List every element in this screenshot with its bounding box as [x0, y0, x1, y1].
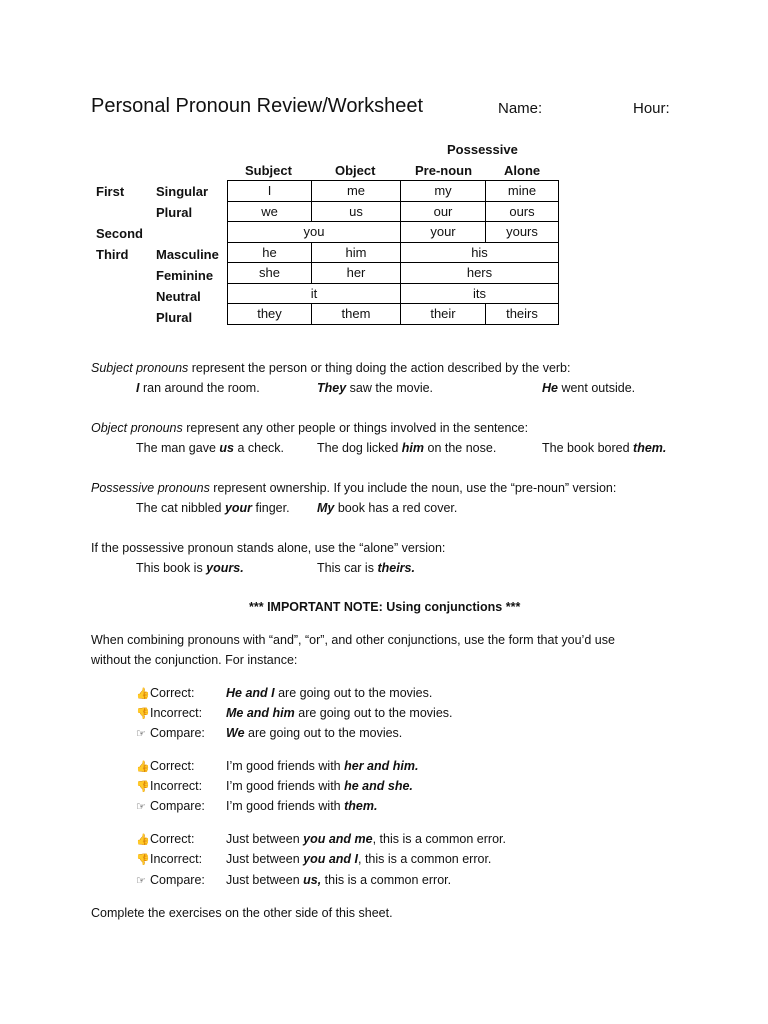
- correct-label: [136, 759, 194, 773]
- conjunction-text-line-2: without the conjunction. For instance:: [91, 653, 298, 667]
- possessive-header: Possessive: [447, 142, 518, 157]
- table-cell: my: [401, 181, 486, 202]
- example-text: are going out to the movies.: [274, 686, 433, 700]
- possessive-definition-text: represent ownership. If you include the noun, use the “pre-noun” version:: [209, 481, 617, 495]
- thumbs-up-icon: 👍: [136, 688, 150, 700]
- group3-correct: [226, 832, 506, 846]
- object-example-3: [542, 441, 666, 455]
- object-definition-text: represent any other people or things involved in the sentence:: [182, 421, 529, 435]
- subject-example-2: [317, 381, 433, 395]
- example-text: Just between: [226, 832, 304, 846]
- example-pronoun: him: [401, 441, 425, 455]
- incorrect-label: [136, 779, 202, 793]
- example-text: book has a red cover.: [334, 501, 458, 515]
- header-pre-noun: Pre-noun: [415, 163, 473, 178]
- example-pronoun: Me and him: [226, 706, 295, 720]
- table-cell: him: [312, 242, 401, 263]
- example-text: This car is: [317, 561, 378, 575]
- table-cell: we: [228, 201, 312, 222]
- label-third-plural: Plural: [156, 310, 193, 325]
- label-second: Second: [96, 226, 143, 241]
- example-text: The book bored: [542, 441, 634, 455]
- incorrect-label: [136, 706, 202, 720]
- example-text: on the nose.: [424, 441, 497, 455]
- example-pronoun: My: [317, 501, 335, 515]
- alone-example-1: [136, 561, 244, 575]
- table-cell: their: [401, 304, 486, 325]
- table-cell: me: [312, 181, 401, 202]
- example-text: The cat nibbled: [136, 501, 225, 515]
- example-pronoun: I: [136, 381, 140, 395]
- alone-definition: If the possessive pronoun stands alone, use the “alone” version:: [91, 541, 446, 555]
- table-cell: she: [228, 263, 312, 284]
- example-text: went outside.: [557, 381, 636, 395]
- compare-label: [136, 799, 205, 813]
- thumbs-up-icon: 👍: [136, 834, 150, 846]
- incorrect-label: [136, 852, 202, 866]
- table-cell: your: [401, 222, 486, 243]
- example-text: this is a common error.: [321, 873, 452, 887]
- table-cell: it: [228, 283, 401, 304]
- thumbs-down-icon: 👎: [136, 781, 150, 793]
- table-row: [228, 283, 559, 304]
- thumbs-up-icon: 👍: [136, 761, 150, 773]
- hour-label: Hour:: [633, 100, 670, 117]
- label-neutral: Neutral: [156, 289, 201, 304]
- label-text: Correct:: [150, 759, 195, 773]
- table-cell: I: [228, 181, 312, 202]
- label-text: Correct:: [150, 686, 195, 700]
- example-pronoun: us: [219, 441, 234, 455]
- label-text: Correct:: [150, 832, 195, 846]
- table-cell: you: [228, 222, 401, 243]
- label-third: Third: [96, 247, 129, 262]
- example-pronoun: them.: [344, 799, 378, 813]
- alone-example-2: [317, 561, 415, 575]
- table-cell: theirs: [486, 304, 559, 325]
- example-text: Just between: [226, 873, 304, 887]
- page-title: Personal Pronoun Review/Worksheet: [91, 95, 424, 117]
- compare-label: [136, 873, 205, 887]
- table-cell: mine: [486, 181, 559, 202]
- example-text: saw the movie.: [346, 381, 434, 395]
- possessive-term: Possessive pronouns: [91, 481, 210, 495]
- table-cell: ours: [486, 201, 559, 222]
- example-pronoun: you and I: [303, 852, 359, 866]
- label-text: Compare:: [150, 726, 205, 740]
- example-pronoun: theirs.: [377, 561, 415, 575]
- table-row: [228, 242, 559, 263]
- group1-incorrect: [226, 706, 453, 720]
- label-text: Incorrect:: [150, 852, 203, 866]
- example-pronoun: you and me: [303, 832, 373, 846]
- table-row: [228, 304, 559, 325]
- example-text: I’m good friends with: [226, 799, 345, 813]
- header-object: Object: [335, 163, 376, 178]
- subject-term: Subject pronouns: [91, 361, 189, 375]
- example-pronoun: They: [317, 381, 347, 395]
- name-label: Name:: [498, 100, 543, 117]
- correct-label: [136, 832, 194, 846]
- header-subject: Subject: [245, 163, 292, 178]
- example-pronoun: them.: [633, 441, 667, 455]
- example-text: The man gave: [136, 441, 220, 455]
- example-pronoun: your: [224, 501, 253, 515]
- header-alone: Alone: [504, 163, 541, 178]
- group2-compare: [226, 799, 377, 813]
- object-example-2: [317, 441, 496, 455]
- correct-label: [136, 686, 194, 700]
- example-text: are going out to the movies.: [244, 726, 403, 740]
- subject-example-3: [542, 381, 635, 395]
- object-term: Object pronouns: [91, 421, 183, 435]
- table-row: [228, 222, 559, 243]
- label-masculine: Masculine: [156, 247, 219, 262]
- important-note: *** IMPORTANT NOTE: Using conjunctions ***: [249, 600, 521, 614]
- example-pronoun: he and she.: [344, 779, 413, 793]
- example-text: a check.: [233, 441, 285, 455]
- example-text: ran around the room.: [139, 381, 260, 395]
- subject-example-1: [136, 381, 260, 395]
- label-text: Compare:: [150, 799, 205, 813]
- label-feminine: Feminine: [156, 268, 214, 283]
- table-cell: they: [228, 304, 312, 325]
- example-pronoun: us,: [303, 873, 322, 887]
- example-pronoun: He and I: [226, 686, 275, 700]
- group1-compare: [226, 726, 402, 740]
- table-row: [228, 201, 559, 222]
- group3-incorrect: [226, 852, 491, 866]
- table-row: [228, 263, 559, 284]
- closing-instruction: Complete the exercises on the other side of this sheet.: [91, 906, 393, 920]
- table-cell: he: [228, 242, 312, 263]
- example-pronoun: We: [226, 726, 245, 740]
- example-pronoun: He: [542, 381, 558, 395]
- thumbs-down-icon: 👎: [136, 708, 150, 720]
- subject-definition: [91, 361, 570, 375]
- example-pronoun: her and him.: [344, 759, 419, 773]
- pointing-hand-icon: ☞: [136, 875, 146, 887]
- label-singular: Singular: [156, 184, 209, 199]
- possessive-example-1: [136, 501, 290, 515]
- label-text: Incorrect:: [150, 779, 203, 793]
- example-text: , this is a common error.: [358, 852, 492, 866]
- table-cell: hers: [401, 263, 559, 284]
- group3-compare: [226, 873, 451, 887]
- possessive-example-2: [317, 501, 457, 515]
- label-text: Compare:: [150, 873, 205, 887]
- conjunction-text-line-1: When combining pronouns with “and”, “or”, and other conjunctions, use the form that you’d use: [91, 633, 615, 647]
- example-text: Just between: [226, 852, 304, 866]
- table-cell: its: [401, 283, 559, 304]
- table-cell: yours: [486, 222, 559, 243]
- subject-definition-text: represent the person or thing doing the action described by the verb:: [188, 361, 571, 375]
- example-pronoun: yours.: [206, 561, 244, 575]
- compare-label: [136, 726, 205, 740]
- label-plural: Plural: [156, 205, 193, 220]
- example-text: I’m good friends with: [226, 779, 345, 793]
- label-first: First: [96, 184, 125, 199]
- label-text: Incorrect:: [150, 706, 203, 720]
- group1-correct: [226, 686, 432, 700]
- object-definition: [91, 421, 528, 435]
- example-text: finger.: [252, 501, 290, 515]
- table-cell: our: [401, 201, 486, 222]
- pronoun-table: [227, 180, 559, 325]
- table-row: [228, 181, 559, 202]
- pointing-hand-icon: ☞: [136, 728, 146, 740]
- table-cell: them: [312, 304, 401, 325]
- example-text: This book is: [136, 561, 207, 575]
- table-cell: us: [312, 201, 401, 222]
- thumbs-down-icon: 👎: [136, 854, 150, 866]
- possessive-definition: [91, 481, 616, 495]
- example-text: The dog licked: [317, 441, 402, 455]
- example-text: are going out to the movies.: [294, 706, 453, 720]
- group2-correct: [226, 759, 418, 773]
- table-cell: her: [312, 263, 401, 284]
- table-cell: his: [401, 242, 559, 263]
- pointing-hand-icon: ☞: [136, 801, 146, 813]
- object-example-1: [136, 441, 284, 455]
- group2-incorrect: [226, 779, 413, 793]
- example-text: , this is a common error.: [372, 832, 506, 846]
- example-text: I’m good friends with: [226, 759, 345, 773]
